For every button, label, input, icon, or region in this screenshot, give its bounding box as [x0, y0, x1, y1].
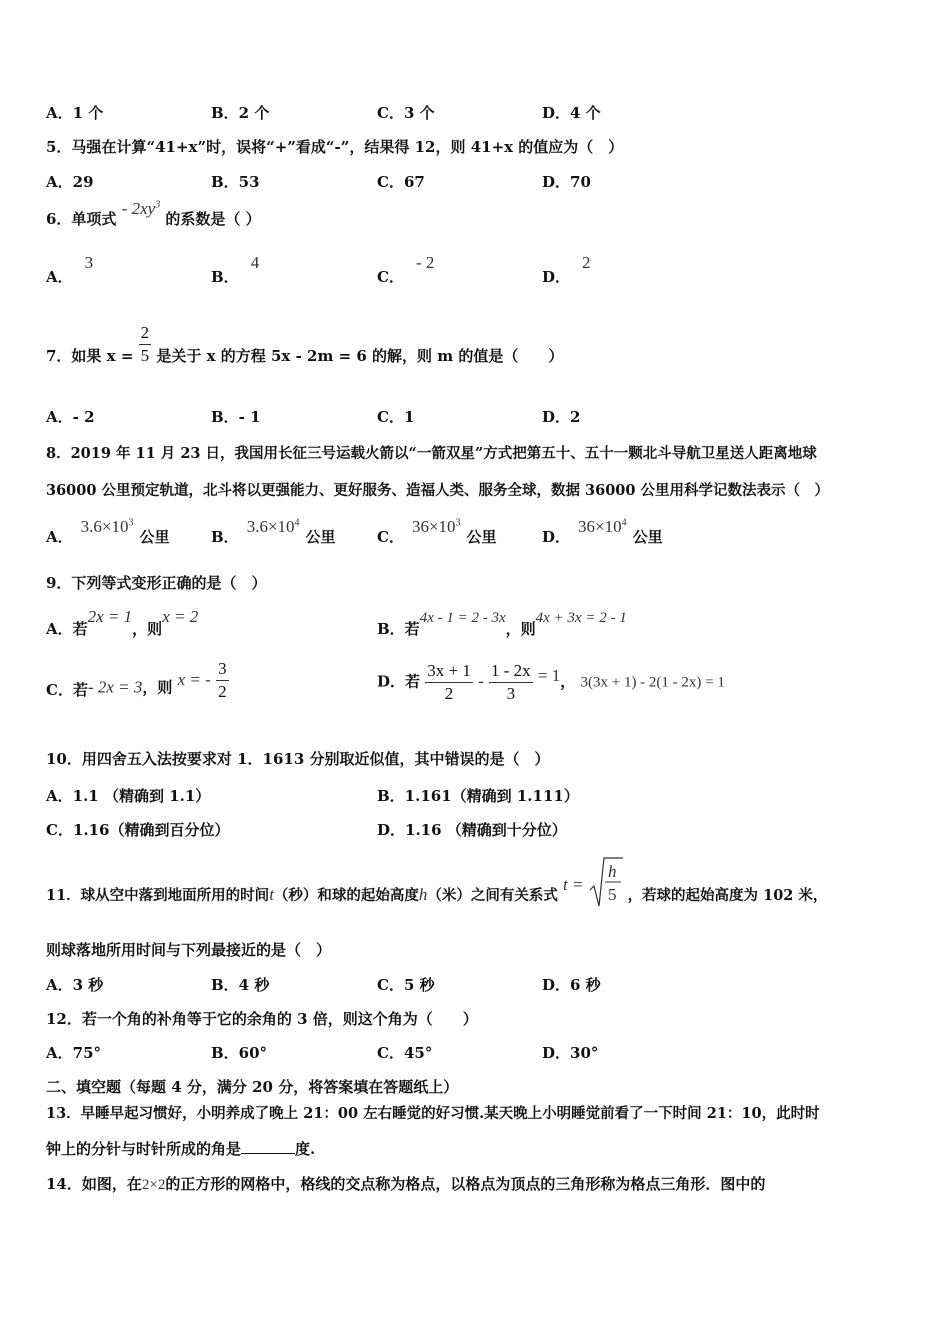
q11-sqrt [589, 856, 623, 908]
q11-line1: 11．球从空中落到地面所用的时间t（秒）和球的起始高度h（米）之间有关系式 t = h 5 ，若球的起始高度为 102 米， [46, 856, 827, 908]
q6-prefix: 6．单项式 [46, 210, 117, 228]
q7-option-d: D．2 [542, 408, 581, 426]
q12-stem: 12．若一个角的补角等于它的余角的 3 倍，则这个角为（ ） [46, 1010, 478, 1028]
q12-option-c: C．45° [377, 1044, 433, 1062]
q5-stem: 5．马强在计算“41+x”时，误将“+”看成“-”，结果得 12，则 41+x 的值应为（ ） [46, 138, 624, 156]
q5-option-a: A．29 [46, 173, 94, 191]
q12-option-d: D．30° [542, 1044, 599, 1062]
q4-option-c: C．3 个 [377, 104, 435, 122]
q6-stem [46, 199, 261, 229]
q11-option-c: C．5 秒 [377, 976, 435, 994]
answer-blank [241, 1153, 295, 1154]
q10-option-b: B．1.161（精确到 1.111） [377, 787, 579, 805]
q7-middle: 是关于 x 的方程 5x - 2m = 6 的解，则 m 的值是（ ） [156, 346, 564, 365]
q10-option-c: C．1.16（精确到百分位） [46, 821, 230, 839]
q9-d-fraction-2: $\frac{1 - 2x}{3}$ [490, 661, 531, 703]
q9-option-c: C．若- 2x = 3，则 x = - $\frac{3}{2}$ [46, 659, 227, 701]
q9-option-a: A．若2x = 1，则x = 2 [46, 607, 199, 638]
q5-option-c: C．67 [377, 173, 425, 191]
q5-option-b: B．53 [211, 173, 260, 191]
q6-option-c: C．- 2 [377, 253, 435, 286]
q14-stem: 14．如图，在2×2的正方形的网格中，格线的交点称为格点，以格点为顶点的三角形称为格点三角形．图中的 [46, 1175, 766, 1193]
q12-option-a: A．75° [46, 1044, 102, 1062]
q7-option-c: C．1 [377, 408, 415, 426]
q4-option-a: A．1 个 [46, 104, 104, 122]
q6-option-d: D．2 [542, 253, 591, 286]
q8-option-d: D．$36\times 10^4$公里 [542, 517, 663, 546]
q7-fraction: $\frac{2}{5}$ [140, 323, 150, 365]
q6-option-a: A．3 [46, 253, 94, 286]
q8-option-a: A．$3.6\times 10^3$公里 [46, 517, 170, 546]
q6-option-b: B．4 [211, 253, 260, 286]
q12-option-b: B．60° [211, 1044, 268, 1062]
svg-text:h: h [607, 862, 616, 881]
q9-option-b: B．若4x - 1 = 2 - 3x，则4x + 3x = 2 - 1 [377, 610, 627, 638]
q9-d-fraction-1: $\frac{3x + 1}{2}$ [427, 661, 471, 703]
q11-formula-lhs: t = [562, 875, 584, 894]
q8-option-c: C．$36\times 10^3$公里 [377, 517, 497, 546]
section-2-title: 二、填空题（每题 4 分，满分 20 分，将答案填在答题纸上） [46, 1078, 459, 1096]
q11-option-d: D．6 秒 [542, 976, 601, 994]
q8-line1: 8．2019 年 11 月 23 日，我国用长征三号运载火箭以“一箭双星”方式把第五十、五十一颗北斗导航卫星送人距离地球 [46, 445, 817, 462]
q11-option-b: B．4 秒 [211, 976, 270, 994]
q5-option-d: D．70 [542, 173, 591, 191]
q6-suffix: 的系数是（ ） [165, 210, 261, 228]
q11-option-a: A．3 秒 [46, 976, 104, 994]
svg-text:5: 5 [607, 885, 616, 904]
q9-option-d: D．若 $\frac{3x + 1}{2}$ - $\frac{1 - 2x}{3}$ = 1， 3(3x + 1) - 2(1 - 2x) = 1 [377, 661, 725, 703]
q11-line2: 则球落地所用时间与下列最接近的是（ ） [46, 941, 332, 959]
q10-stem: 10．用四舍五入法按要求对 1．1613 分别取近似值，其中错误的是（ ） [46, 750, 550, 768]
q13-line2: 钟上的分针与时针所成的角是 度. [46, 1140, 316, 1158]
sqrt-sign-icon [589, 856, 623, 908]
q7-prefix: 7．如果 x = [46, 346, 134, 365]
q7-option-a: A．- 2 [46, 408, 95, 426]
q8-option-b: B．$3.6\times 10^4$公里 [211, 517, 336, 546]
q8-line2: 36000 公里预定轨道，北斗将以更强能力、更好服务、造福人类、服务全球，数据 36000 公里用科学记数法表示（ ） [46, 482, 830, 499]
q10-option-a: A．1.1 （精确到 1.1） [46, 787, 211, 805]
q4-option-d: D．4 个 [542, 104, 601, 122]
q7-stem [46, 322, 563, 367]
q4-option-b: B．2 个 [211, 104, 270, 122]
q9-stem: 9．下列等式变形正确的是（ ） [46, 574, 267, 592]
q7-option-b: B．- 1 [211, 408, 261, 426]
q10-option-d: D．1.16 （精确到十分位） [377, 821, 567, 839]
q6-monomial: - $2xy^3$ [121, 199, 161, 218]
q9-c-fraction: $\frac{3}{2}$ [218, 659, 227, 701]
q13-line1: 13．早睡早起习惯好，小明养成了晚上 21：00 左右睡觉的好习惯.某天晚上小明睡觉前看了一下时间 21：10，此时时 [46, 1105, 820, 1122]
